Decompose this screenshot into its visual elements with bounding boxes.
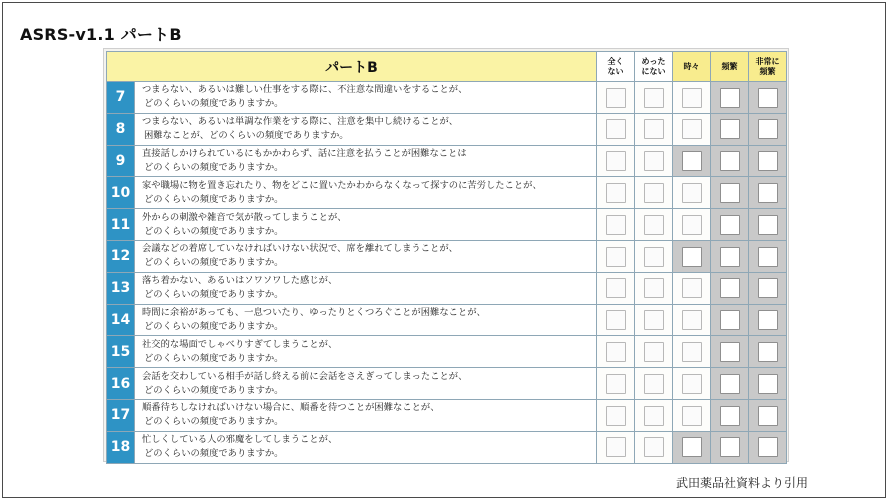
answer-checkbox-never[interactable] (606, 151, 626, 171)
answer-checkbox-never[interactable] (606, 342, 626, 362)
answer-cell-sometimes (673, 368, 711, 400)
question-row (107, 272, 787, 304)
answer-cell-never (597, 113, 635, 145)
answer-checkbox-rarely[interactable] (644, 183, 664, 203)
question-line-1: 外からの刺激や雑音で気が散ってしまうことが、 (142, 211, 347, 223)
page-title: ASRS-v1.1 パートB (20, 25, 182, 44)
answer-cell-never (597, 304, 635, 336)
answer-checkbox-very-often[interactable] (758, 215, 778, 235)
answer-checkbox-rarely[interactable] (644, 247, 664, 267)
answer-cell-sometimes (673, 304, 711, 336)
answer-checkbox-very-often[interactable] (758, 437, 778, 457)
question-line-2: どのくらいの頻度でありますか。 (144, 289, 284, 301)
answer-cell-very-often (749, 431, 787, 463)
answer-cell-never (597, 177, 635, 209)
answer-cell-sometimes (673, 145, 711, 177)
answer-checkbox-rarely[interactable] (644, 342, 664, 362)
question-text (135, 368, 597, 400)
answer-cell-never (597, 368, 635, 400)
answer-checkbox-never[interactable] (606, 278, 626, 298)
answer-checkbox-rarely[interactable] (644, 215, 664, 235)
question-text (135, 272, 597, 304)
answer-checkbox-sometimes[interactable] (682, 151, 702, 171)
question-number: 16 (107, 368, 135, 400)
question-row (107, 177, 787, 209)
answer-cell-rarely (635, 304, 673, 336)
answer-checkbox-never[interactable] (606, 119, 626, 139)
answer-checkbox-often[interactable] (720, 310, 740, 330)
question-text (135, 336, 597, 368)
question-row (107, 240, 787, 272)
question-number: 18 (107, 431, 135, 463)
answer-checkbox-rarely[interactable] (644, 406, 664, 426)
answer-cell-very-often (749, 82, 787, 114)
answer-checkbox-very-often[interactable] (758, 406, 778, 426)
answer-checkbox-rarely[interactable] (644, 374, 664, 394)
answer-cell-very-often (749, 177, 787, 209)
question-line-2: どのくらいの頻度でありますか。 (144, 98, 284, 110)
question-text (135, 431, 597, 463)
answer-checkbox-rarely[interactable] (644, 151, 664, 171)
answer-cell-rarely (635, 399, 673, 431)
question-row (107, 304, 787, 336)
question-line-1: つまらない、あるいは単調な作業をする際に、注意を集中し続けることが、 (142, 116, 459, 128)
answer-checkbox-sometimes[interactable] (682, 437, 702, 457)
answer-checkbox-sometimes[interactable] (682, 278, 702, 298)
answer-cell-never (597, 209, 635, 241)
answer-checkbox-never[interactable] (606, 88, 626, 108)
question-row (107, 431, 787, 463)
question-number: 11 (107, 209, 135, 241)
answer-checkbox-often[interactable] (720, 88, 740, 108)
question-number: 8 (107, 113, 135, 145)
answer-checkbox-sometimes[interactable] (682, 406, 702, 426)
answer-cell-very-often (749, 145, 787, 177)
answer-cell-often (711, 336, 749, 368)
question-line-1: 落ち着かない、あるいはソワソワした感じが、 (142, 275, 338, 287)
answer-cell-very-often (749, 304, 787, 336)
answer-checkbox-never[interactable] (606, 406, 626, 426)
answer-checkbox-rarely[interactable] (644, 278, 664, 298)
answer-cell-never (597, 82, 635, 114)
question-row (107, 145, 787, 177)
answer-cell-rarely (635, 336, 673, 368)
question-text (135, 304, 597, 336)
answer-checkbox-rarely[interactable] (644, 310, 664, 330)
answer-checkbox-often[interactable] (720, 278, 740, 298)
question-line-2: どのくらいの頻度でありますか。 (144, 257, 284, 269)
answer-checkbox-often[interactable] (720, 406, 740, 426)
answer-checkbox-very-often[interactable] (758, 119, 778, 139)
answer-cell-never (597, 272, 635, 304)
question-row (107, 209, 787, 241)
answer-checkbox-often[interactable] (720, 151, 740, 171)
option-header-rarely: めった にない (635, 52, 673, 82)
option-header-never: 全く ない (597, 52, 635, 82)
option-header-often: 頻繁 (711, 52, 749, 82)
answer-cell-sometimes (673, 177, 711, 209)
answer-cell-very-often (749, 399, 787, 431)
answer-checkbox-very-often[interactable] (758, 88, 778, 108)
question-line-1: 直接話しかけられているにもかかわらず、話に注意を払うことが困難なことは (142, 147, 467, 159)
question-line-1: 家や職場に物を置き忘れたり、物をどこに置いたかわからなくなって探すのに苦労したことが、 (142, 179, 542, 191)
question-line-2: どのくらいの頻度でありますか。 (144, 320, 284, 332)
answer-cell-never (597, 399, 635, 431)
answer-cell-very-often (749, 368, 787, 400)
question-row (107, 113, 787, 145)
answer-cell-rarely (635, 82, 673, 114)
answer-cell-sometimes (673, 272, 711, 304)
answer-cell-sometimes (673, 82, 711, 114)
question-line-1: つまらない、あるいは難しい仕事をする際に、不注意な間違いをすることが、 (142, 84, 468, 96)
question-row (107, 368, 787, 400)
question-number: 9 (107, 145, 135, 177)
answer-cell-often (711, 304, 749, 336)
answer-cell-never (597, 145, 635, 177)
answer-cell-rarely (635, 113, 673, 145)
question-line-2: どのくらいの頻度でありますか。 (144, 193, 284, 205)
question-line-1: 順番待ちしなければいけない場合に、順番を待つことが困難なことが、 (142, 402, 440, 414)
option-header-sometimes: 時々 (673, 52, 711, 82)
answer-cell-often (711, 82, 749, 114)
answer-checkbox-often[interactable] (720, 247, 740, 267)
option-header-very-often: 非常に 頻繁 (749, 52, 787, 82)
answer-checkbox-rarely[interactable] (644, 437, 664, 457)
question-number: 7 (107, 82, 135, 114)
answer-checkbox-rarely[interactable] (644, 88, 664, 108)
answer-cell-rarely (635, 209, 673, 241)
answer-cell-never (597, 240, 635, 272)
answer-cell-often (711, 272, 749, 304)
answer-checkbox-never[interactable] (606, 215, 626, 235)
answer-cell-rarely (635, 368, 673, 400)
answer-checkbox-very-often[interactable] (758, 278, 778, 298)
answer-checkbox-very-often[interactable] (758, 183, 778, 203)
answer-cell-often (711, 368, 749, 400)
answer-cell-very-often (749, 272, 787, 304)
answer-cell-very-often (749, 209, 787, 241)
answer-checkbox-sometimes[interactable] (682, 183, 702, 203)
question-number: 13 (107, 272, 135, 304)
answer-cell-often (711, 177, 749, 209)
answer-checkbox-often[interactable] (720, 374, 740, 394)
question-text (135, 240, 597, 272)
answer-checkbox-rarely[interactable] (644, 119, 664, 139)
answer-cell-often (711, 209, 749, 241)
answer-cell-sometimes (673, 399, 711, 431)
question-line-2: どのくらいの頻度でありますか。 (144, 384, 284, 396)
question-text (135, 82, 597, 114)
question-row (107, 336, 787, 368)
question-line-2: どのくらいの頻度でありますか。 (144, 225, 284, 237)
answer-cell-sometimes (673, 240, 711, 272)
answer-checkbox-very-often[interactable] (758, 247, 778, 267)
question-line-1: 忙しくしている人の邪魔をしてしまうことが、 (142, 434, 338, 446)
answer-checkbox-sometimes[interactable] (682, 247, 702, 267)
answer-checkbox-sometimes[interactable] (682, 374, 702, 394)
answer-checkbox-often[interactable] (720, 183, 740, 203)
question-row (107, 82, 787, 114)
asrs-part-b-table (106, 51, 787, 464)
answer-cell-rarely (635, 145, 673, 177)
answer-cell-often (711, 240, 749, 272)
table-header-row (107, 52, 787, 82)
answer-checkbox-often[interactable] (720, 119, 740, 139)
answer-cell-often (711, 113, 749, 145)
question-text (135, 177, 597, 209)
answer-cell-often (711, 145, 749, 177)
answer-cell-sometimes (673, 209, 711, 241)
question-number: 17 (107, 399, 135, 431)
answer-checkbox-never[interactable] (606, 310, 626, 330)
answer-cell-very-often (749, 240, 787, 272)
answer-checkbox-never[interactable] (606, 183, 626, 203)
answer-cell-often (711, 399, 749, 431)
answer-cell-rarely (635, 177, 673, 209)
answer-checkbox-often[interactable] (720, 215, 740, 235)
question-number: 15 (107, 336, 135, 368)
answer-checkbox-very-often[interactable] (758, 374, 778, 394)
question-number: 12 (107, 240, 135, 272)
question-number: 10 (107, 177, 135, 209)
answer-cell-often (711, 431, 749, 463)
answer-checkbox-sometimes[interactable] (682, 215, 702, 235)
answer-checkbox-never[interactable] (606, 374, 626, 394)
question-text (135, 113, 597, 145)
answer-checkbox-sometimes[interactable] (682, 119, 702, 139)
answer-cell-rarely (635, 240, 673, 272)
question-row (107, 399, 787, 431)
answer-cell-sometimes (673, 431, 711, 463)
question-line-2: どのくらいの頻度でありますか。 (144, 416, 284, 428)
answer-cell-never (597, 336, 635, 368)
answer-cell-rarely (635, 272, 673, 304)
answer-checkbox-never[interactable] (606, 437, 626, 457)
question-text (135, 399, 597, 431)
answer-cell-sometimes (673, 336, 711, 368)
answer-checkbox-sometimes[interactable] (682, 342, 702, 362)
question-text (135, 145, 597, 177)
question-line-2: どのくらいの頻度でありますか。 (144, 448, 284, 460)
answer-cell-rarely (635, 431, 673, 463)
part-b-header: パートB (107, 52, 597, 82)
answer-checkbox-sometimes[interactable] (682, 88, 702, 108)
answer-checkbox-sometimes[interactable] (682, 310, 702, 330)
answer-cell-very-often (749, 336, 787, 368)
question-number: 14 (107, 304, 135, 336)
question-line-2: 困難なことが、どのくらいの頻度でありますか。 (144, 130, 349, 142)
source-credit: 武田薬品社資料より引用 (676, 476, 809, 490)
question-line-2: どのくらいの頻度でありますか。 (144, 352, 284, 364)
question-line-1: 時間に余裕があっても、一息ついたり、ゆったりとくつろぐことが困難なことが、 (142, 306, 486, 318)
answer-checkbox-often[interactable] (720, 342, 740, 362)
answer-checkbox-often[interactable] (720, 437, 740, 457)
answer-checkbox-never[interactable] (606, 247, 626, 267)
question-line-2: どのくらいの頻度でありますか。 (144, 161, 284, 173)
question-line-1: 社交的な場面でしゃべりすぎてしまうことが、 (142, 338, 338, 350)
question-line-1: 会話を交わしている相手が話し終える前に会話をさえぎってしまったことが、 (142, 370, 468, 382)
answer-checkbox-very-often[interactable] (758, 151, 778, 171)
answer-cell-never (597, 431, 635, 463)
answer-cell-very-often (749, 113, 787, 145)
answer-checkbox-very-often[interactable] (758, 342, 778, 362)
answer-cell-sometimes (673, 113, 711, 145)
question-line-1: 会議などの着席していなければいけない状況で、席を離れてしまうことが、 (142, 243, 458, 255)
answer-checkbox-very-often[interactable] (758, 310, 778, 330)
question-text (135, 209, 597, 241)
